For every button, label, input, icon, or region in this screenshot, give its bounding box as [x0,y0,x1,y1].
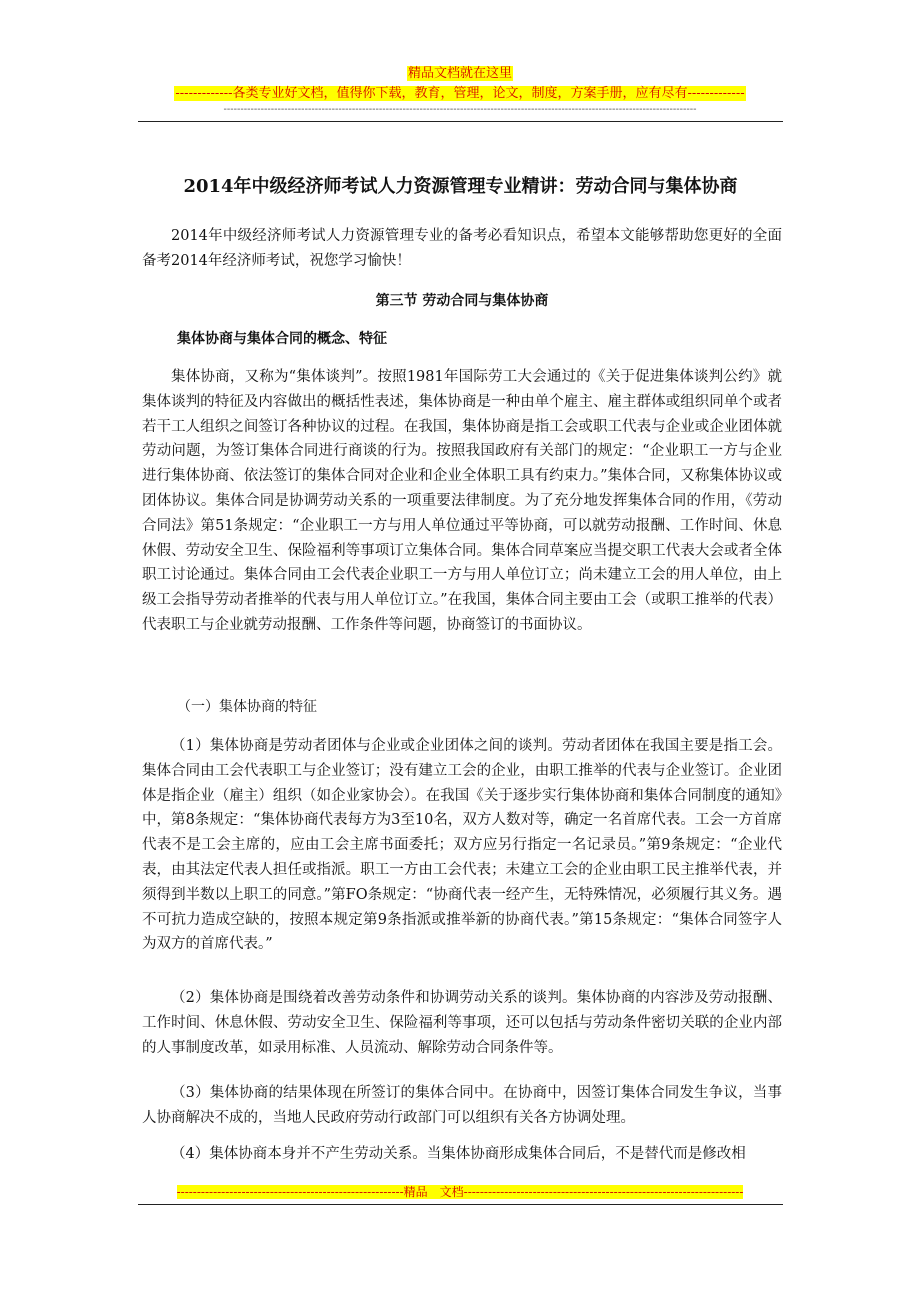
concept-paragraph: 集体协商，又称为“集体谈判”。按照1981年国际劳工大会通过的《关于促进集体谈判公约》就集体谈判的特征及内容做出的概括性表述，集体协商是一种由单个雇主、雇主群体或组织同单个或者若干工人组织之间签订各种协议的过程。在我国，集体协商是指工会或职工代表与企业或企业团体就劳动问题，为签订集体合同进行商谈的行为。按照我国政府有关部门的规定：“企业职工一方与企业进行集体协商、依法签订的集体合同对企业和企业全体职工具有约束力。”集体合同，又称集体协议或团体协议。集体合同是协调劳动关系的一项重要法律制度。为了充分地发挥集体合同的作用，《劳动合同法》第51条规定：“企业职工一方与用人单位通过平等协商，可以就劳动报酬、工作时间、休息休假、劳动安全卫生、保险福利等事项订立集体合同。集体合同草案应当提交职工代表大会或者全体职工讨论通过。集体合同由工会代表企业职工一方与用人单位订立；尚未建立工会的用人单位，由上级工会指导劳动者推举的代表与用人单位订立。”在我国，集体合同主要由工会（或职工推举的代表）代表职工与企业就劳动报酬、工作条件等问题，协商签订的书面协议。 [142,369,782,633]
subheading: 集体协商与集体合同的概念、特征 [177,331,387,347]
footer-divider [138,1204,783,1205]
feature-4-paragraph: （4）集体协商本身并不产生劳动关系。当集体协商形成集体合同后，不是替代而是修改相 [171,1146,746,1162]
feature-2-paragraph: （2）集体协商是围绕着改善劳动条件和协调劳动关系的谈判。集体协商的内容涉及劳动报酬、工作时间、休息休假、劳动安全卫生、保险福利等事项，还可以包括与劳动条件密切关联的企业内部的人事制度改革，如录用标准、人员流动、解除劳动合同条件等。 [142,990,782,1056]
features-heading: （一）集体协商的特征 [177,699,317,715]
feature-3-paragraph: （3）集体协商的结果体现在所签订的集体合同中。在协商中，因签订集体合同发生争议，当事人协商解决不成的，当地人民政府劳动行政部门可以组织有关各方协调处理。 [142,1085,782,1126]
intro-paragraph: 2014年中级经济师考试人力资源管理专业的备考必看知识点，希望本文能够帮助您更好的全面备考2014年经济师考试，祝您学习愉快！ [142,228,782,269]
footer-text: --------------------------------------------------------精品 文档--------------------------------------------------------------------- [176,1185,744,1199]
header-title [0,66,920,82]
header-tagline [0,86,920,102]
feature-1-paragraph: （1）集体协商是劳动者团体与企业或企业团体之间的谈判。劳动者团体在我国主要是指工会。集体合同由工会代表职工与企业签订；没有建立工会的企业，由职工推举的代表与企业签订。企业团体是指企业（雇主）组织（如企业家协会）。在我国《关于逐步实行集体协商和集体合同制度的通知》中，第8条规定：“集体协商代表每方为3至10名，双方人数对等，确定一名首席代表。工会一方首席代表不是工会主席的，应由工会主席书面委托；双方应另行指定一名记录员。”第9条规定：“企业代表，由其法定代表人担任或指派。职工一方由工会代表；未建立工会的企业由职工民主推举代表，并须得到半数以上职工的同意。”第FO条规定：“协商代表一经产生，无特殊情况，必须履行其义务。遇不可抗力造成空缺的，按照本规定第9条指派或推举新的协商代表。”第15条规定：“集体合同签字人为双方的首席代表。” [142,738,782,953]
footer-banner [0,1184,920,1200]
section-heading: 第三节 劳动合同与集体协商 [375,293,549,309]
header-divider [138,121,783,122]
header-title-text: 精品文档就在这里 [407,66,512,81]
header-dash-line: -------------------------------------------------------------------------------------------------------------------------------------------- [223,104,697,115]
document-title: 2014年中级经济师考试人力资源管理专业精讲：劳动合同与集体协商 [183,176,738,197]
header-tagline-text: -------------各类专业好文档，值得你下载，教育，管理，论文，制度，方案手册，应有尽有------------- [175,86,745,101]
